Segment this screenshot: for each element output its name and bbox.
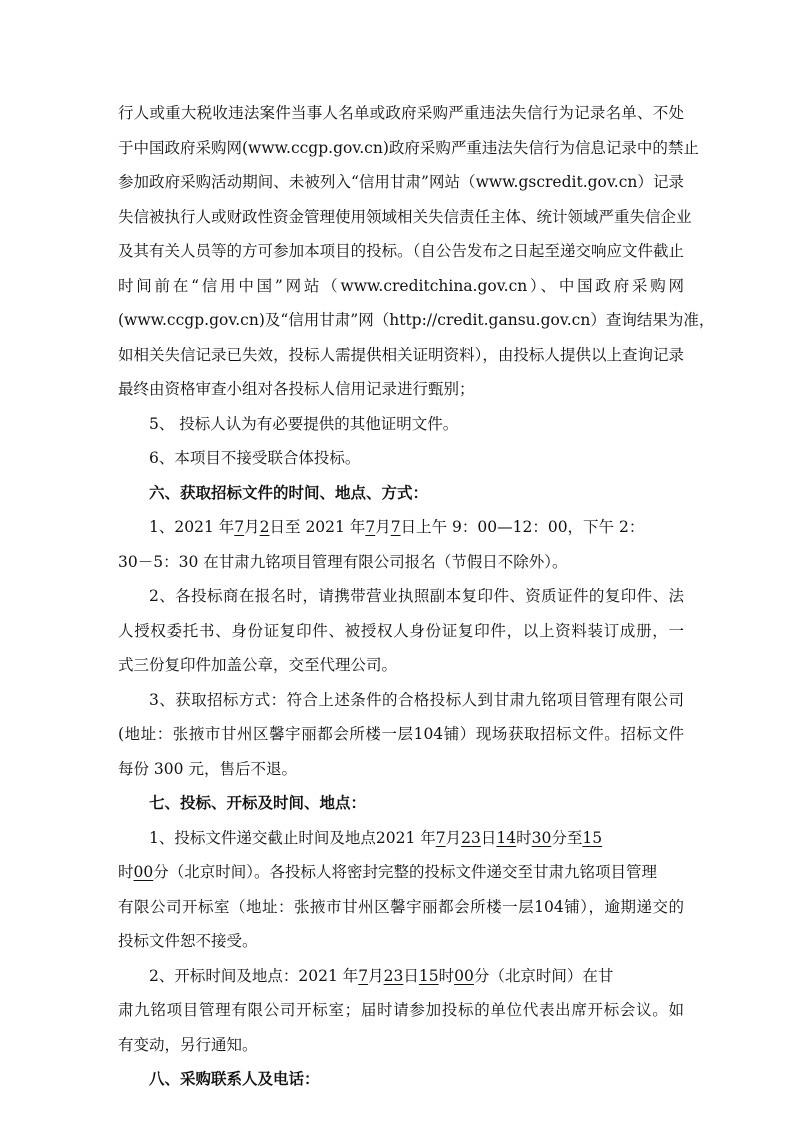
day-start: 2: [259, 518, 270, 536]
section-6-item-2-line-3: 式三份复印件加盖公章，交至代理公司。: [118, 656, 398, 674]
section-7-item-2-line-3: 有变动，另行通知。: [118, 1035, 258, 1054]
deadline-minute: 30: [531, 828, 552, 847]
para-credit-line-5: 及其有关人员等的方可参加本项目的投标。（自公告发布之日起至递交响应文件截止: [118, 242, 684, 260]
para-credit-line-1: 行人或重大税收违法案件当事人名单或政府采购严重违法失信行为记录名单、不处: [118, 104, 684, 122]
month-end: 7: [365, 518, 376, 536]
opening-month: 7: [358, 966, 369, 985]
section-6-heading: 六、获取招标文件的时间、地点、方式：: [149, 482, 429, 502]
month-start: 7: [234, 518, 245, 536]
para-credit-line-3: 参加政府采购活动期间、未被列入“信用甘肃”网站（www.gscredit.gov.cn）记录: [118, 173, 684, 191]
deadline-month: 7: [435, 828, 446, 847]
para-credit-line-9: 最终由资格审查小组对各投标人信用记录进行甄别；: [118, 380, 475, 398]
section-6-item-2-line-2: 人授权委托书、身份证复印件、被授权人身份证复印件，以上资料装订成册，一: [118, 621, 684, 640]
day-end: 7: [390, 518, 401, 536]
section-8-heading: 八、采购联系人及电话：: [149, 1069, 320, 1088]
section-7-item-1-line-1: 1、投标文件递交截止时间及地点2021 年7月23日14时30分至15: [149, 828, 603, 847]
section-7-item-2-line-1: 2、开标时间及地点：2021 年7月23日15时00分（北京时间）在甘: [149, 966, 614, 985]
item-6: 6、本项目不接受联合体投标。: [149, 449, 361, 467]
section-6-item-3-line-1: 3、获取招标方式：符合上述条件的合格投标人到甘肃九铭项目管理有限公司: [149, 690, 684, 709]
para-credit-line-7: (www.ccgp.gov.cn)及“信用甘肃”网（http://credit.gansu.gov.cn）查询结果为准，: [118, 311, 715, 329]
section-6-item-3-line-2: (地址：张掖市甘州区馨宇丽都会所楼一层104铺）现场获取招标文件。招标文件: [118, 725, 684, 743]
section-6-item-3-line-3: 每份 300 元，售后不退。: [118, 759, 297, 778]
para-credit-line-2: 于中国政府采购网(www.ccgp.gov.cn)政府采购严重违法失信行为信息记录中的禁止: [118, 138, 699, 157]
deadline-day: 23: [461, 828, 481, 847]
section-7-item-1-line-4: 投标文件恕不接受。: [118, 932, 258, 950]
document-page: [118, 96, 715, 1097]
para-credit-line-4: 失信被执行人或财政性资金管理使用领域相关失信责任主体、统计领域严重失信企业: [118, 207, 692, 226]
section-6-item-2-line-1: 2、各投标商在报名时，请携带营业执照副本复印件、资质证件的复印件、法: [149, 587, 684, 605]
section-7-item-1-line-2: 时00分（北京时间）。各投标人将密封完整的投标文件递交至甘肃九铭项目管理: [118, 863, 658, 881]
para-credit-line-6: 时间前在“信用中国”网站（www.creditchina.gov.cn）、中国政府采购网: [118, 276, 684, 295]
deadline-minute-end: 00: [133, 863, 154, 881]
section-7-heading: 七、投标、开标及时间、地点：: [149, 793, 367, 812]
section-6-item-1-line-1: 1、2021 年7月2日至 2021 年7月7日上午 9：00—12：00，下午 2：: [149, 518, 645, 536]
deadline-hour-end: 15: [582, 828, 603, 847]
opening-minute: 00: [454, 966, 474, 985]
section-7-item-1-line-3: 有限公司开标室（地址：张掖市甘州区馨宇丽都会所楼一层104铺），逾期递交的: [118, 897, 684, 916]
section-6-item-1-line-2: 30－5：30 在甘肃九铭项目管理有限公司报名（节假日不除外）。: [118, 552, 568, 571]
opening-day: 23: [383, 966, 404, 985]
section-7-item-2-line-2: 肃九铭项目管理有限公司开标室；届时请参加投标的单位代表出席开标会议。如: [118, 1001, 684, 1019]
deadline-hour: 14: [496, 828, 517, 847]
para-credit-line-8: 如相关失信记录已失效，投标人需提供相关证明资料），由投标人提供以上查询记录: [118, 345, 684, 364]
item-5: 5、 投标人认为有必要提供的其他证明文件。: [149, 414, 459, 433]
opening-hour: 15: [418, 966, 439, 985]
